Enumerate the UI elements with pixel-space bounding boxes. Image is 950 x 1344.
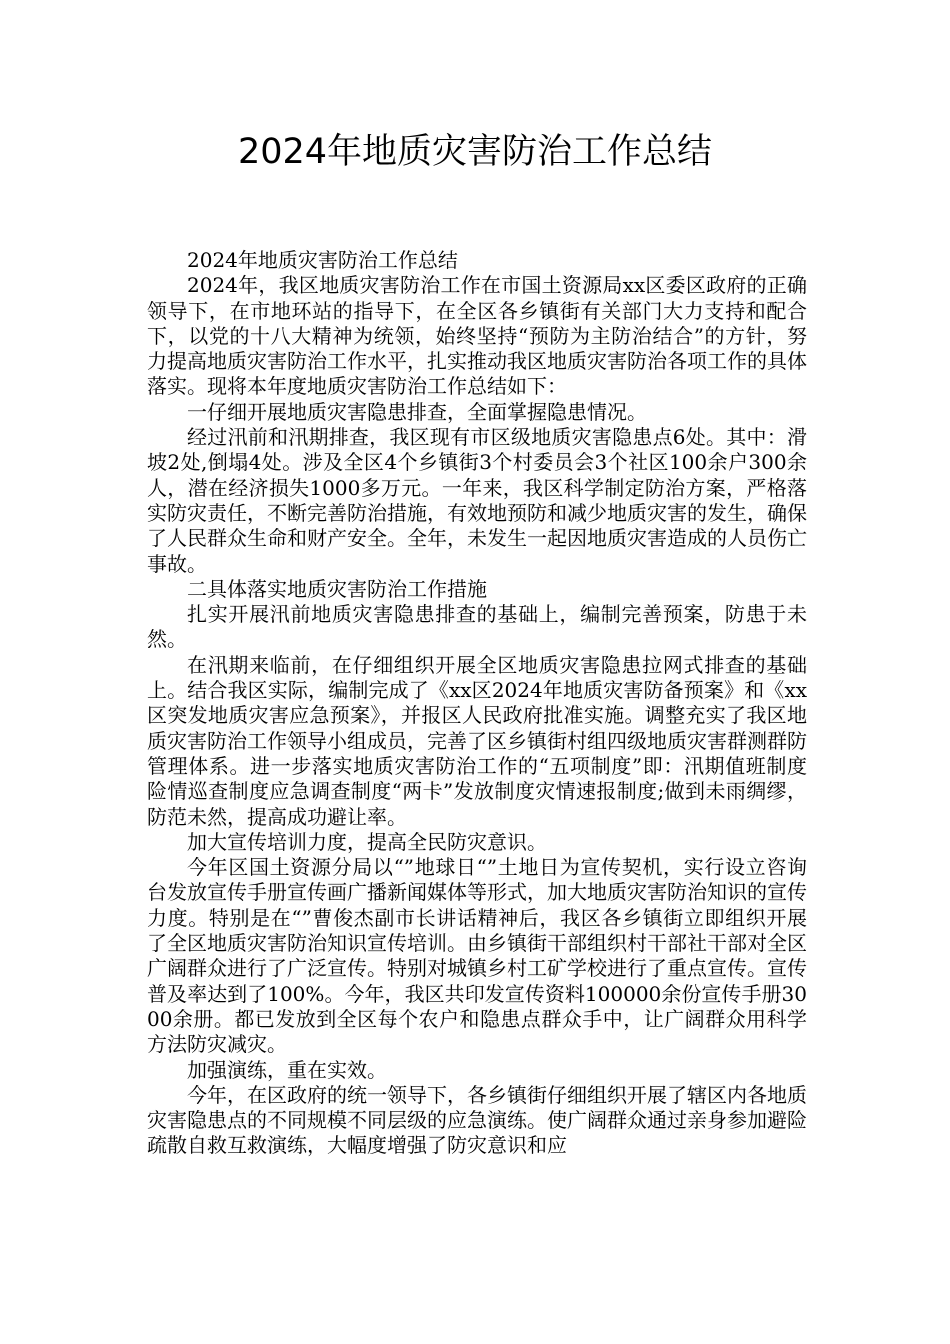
section-heading-1: 一仔细开展地质灾害隐患排查，全面掌握隐患情况。 [187,399,647,424]
section-heading-3: 加大宣传培训力度，提高全民防灾意识。 [187,829,547,854]
document-body [147,248,807,1159]
section-heading-4: 加强演练，重在实效。 [187,1057,387,1082]
document-title: 2024年地质灾害防治工作总结 [237,132,713,172]
paragraph-heading: 2024年地质灾害防治工作总结 [187,248,458,272]
paragraph: 扎实开展汛前地质灾害隐患排查的基础上，编制完善预案，防患于未然。 [147,602,807,652]
paragraph: 今年区国土资源分局以“”地球日“”土地日为宣传契机，实行设立咨询台发放宣传手册宣传画广播新闻媒体等形式，加大地质灾害防治知识的宣传力度。特别是在“”曹俊杰副市长讲话精神后，我区各乡镇街立即组织开展了全区地质灾害防治知识宣传培训。由乡镇街干部组织村干部社干部对全区广阔群众进行了广泛宣传。特别对城镇乡村工矿学校进行了重点宣传。宣传普及率达到了100%。今年，我区共印发宣传资料100000余份宣传手册3000余册。都已发放到全区每个农户和隐患点群众手中，让广阔群众用科学方法防灾减灾。 [147,855,807,1057]
paragraph: 在汛期来临前，在仔细组织开展全区地质灾害隐患拉网式排查的基础上。结合我区实际，编制完成了《xx区2024年地质灾害防备预案》和《xx区突发地质灾害应急预案》，并报区人民政府批准实施。调整充实了我区地质灾害防治工作领导小组成员，完善了区乡镇街村组四级地质灾害群测群防管理体系。进一步落实地质灾害防治工作的“五项制度”即：汛期值班制度险情巡查制度应急调查制度“两卡”发放制度灾情速报制度;做到未雨绸缪，防范未然，提高成功避让率。 [147,652,807,829]
paragraph-intro: 2024年，我区地质灾害防治工作在市国土资源局xx区委区政府的正确领导下，在市地环站的指导下，在全区各乡镇街有关部门大力支持和配合下，以党的十八大精神为统领，始终坚持“预防为主防治结合”的方针，努力提高地质灾害防治工作水平，扎实推动我区地质灾害防治各项工作的具体落实。现将本年度地质灾害防治工作总结如下： [147,273,807,399]
section-heading-2: 二具体落实地质灾害防治工作措施 [187,576,487,601]
paragraph: 经过汛前和汛期排查，我区现有市区级地质灾害隐患点6处。其中：滑坡2处,倒塌4处。涉及全区4个乡镇街3个村委员会3个社区100余户300余人，潜在经济损失1000多万元。一年来，我区科学制定防治方案，严格落实防灾责任，不断完善防治措施，有效地预防和减少地质灾害的发生，确保了人民群众生命和财产安全。全年，未发生一起因地质灾害造成的人员伤亡事故。 [147,425,807,576]
paragraph: 今年，在区政府的统一领导下，各乡镇街仔细组织开展了辖区内各地质灾害隐患点的不同规模不同层级的应急演练。使广阔群众通过亲身参加避险疏散自救互救演练，大幅度增强了防灾意识和应 [147,1082,807,1158]
